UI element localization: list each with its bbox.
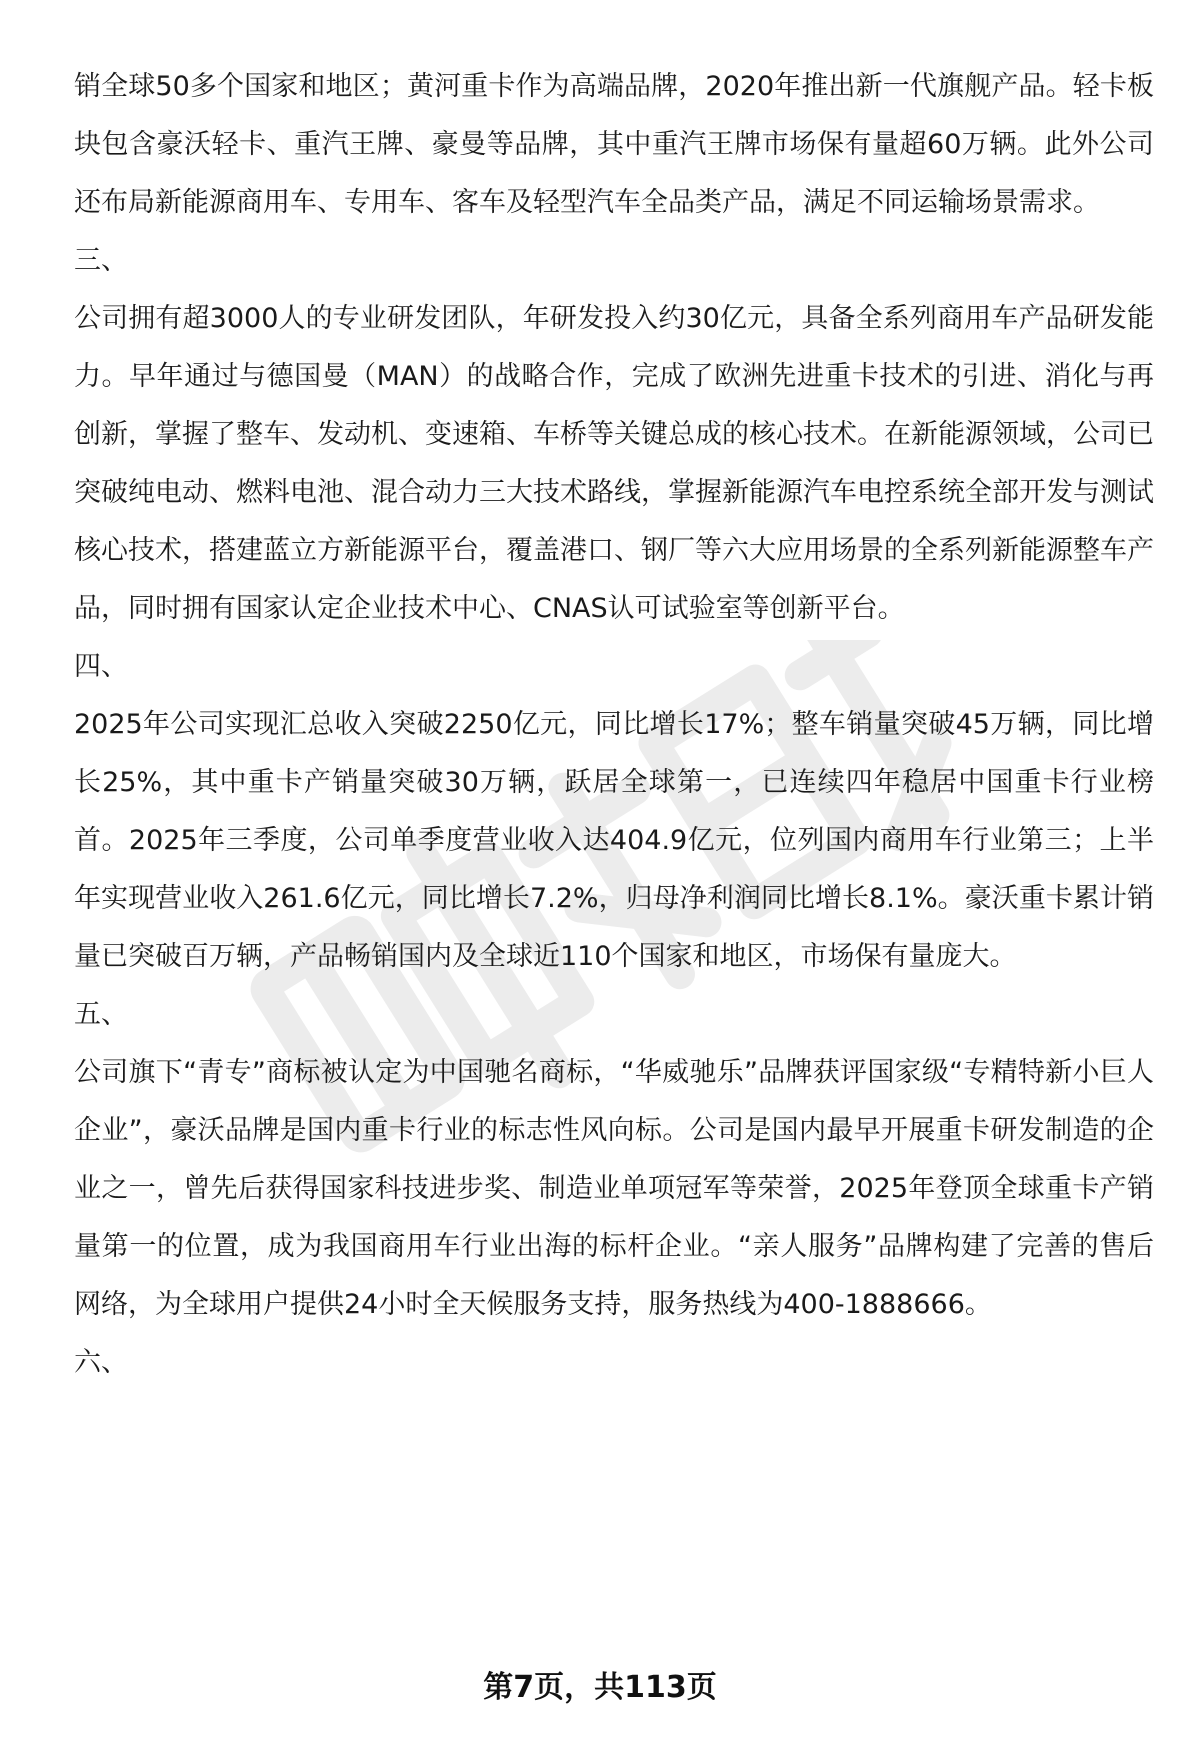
paragraph-financials: 2025年公司实现汇总收入突破2250亿元，同比增长17%；整车销量突破45万辆，同比增长25%，其中重卡产销量突破30万辆，跃居全球第一，已连续四年稳居中国重卡行业榜首。2025年三季度，公司单季度营业收入达404.9亿元，位列国内商用车行业第三；上半年实现营业收入261.6亿元，同比增长7.2%，归母净利润同比增长8.1%。豪沃重卡累计销量已突破百万辆，产品畅销国内及全球近110个国家和地区，市场保有量庞大。 — [74, 709, 1154, 972]
paragraph-brand-honors: 公司旗下“青专”商标被认定为中国驰名商标，“华威驰乐”品牌获评国家级“专精特新小巨人企业”，豪沃品牌是国内重卡行业的标志性风向标。公司是国内最早开展重卡研发制造的企业之一，曾先后获得国家科技进步奖、制造业单项冠军等荣誉，2025年登顶全球重卡产销量第一的位置，成为我国商用车行业出海的标杆企业。“亲人服务”品牌构建了完善的售后网络，为全球用户提供24小时全天候服务支持，服务热线为400-1888666。 — [74, 1057, 1154, 1320]
section-heading-4: 四、 — [74, 651, 128, 682]
section-heading-3: 三、 — [74, 245, 128, 276]
section-heading-6: 六、 — [74, 1347, 128, 1378]
paragraph-rd: 公司拥有超3000人的专业研发团队，年研发投入约30亿元，具备全系列商用车产品研发能力。早年通过与德国曼（MAN）的战略合作，完成了欧洲先进重卡技术的引进、消化与再创新，掌握了整车、发动机、变速箱、车桥等关键总成的核心技术。在新能源领域，公司已突破纯电动、燃料电池、混合动力三大技术路线，掌握新能源汽车电控系统全部开发与测试核心技术，搭建蓝立方新能源平台，覆盖港口、钢厂等六大应用场景的全系列新能源整车产品，同时拥有国家认定企业技术中心、CNAS认可试验室等创新平台。 — [74, 303, 1154, 624]
page-number-footer: 第7页，共113页 — [483, 1670, 717, 1705]
section-heading-5: 五、 — [74, 999, 128, 1030]
paragraph-brands-tail: 销全球50多个国家和地区；黄河重卡作为高端品牌，2020年推出新一代旗舰产品。轻卡板块包含豪沃轻卡、重汽王牌、豪曼等品牌，其中重汽王牌市场保有量超60万辆。此外公司还布局新能源商用车、专用车、客车及轻型汽车全品类产品，满足不同运输场景需求。 — [74, 71, 1154, 218]
document-body — [74, 58, 1154, 1392]
